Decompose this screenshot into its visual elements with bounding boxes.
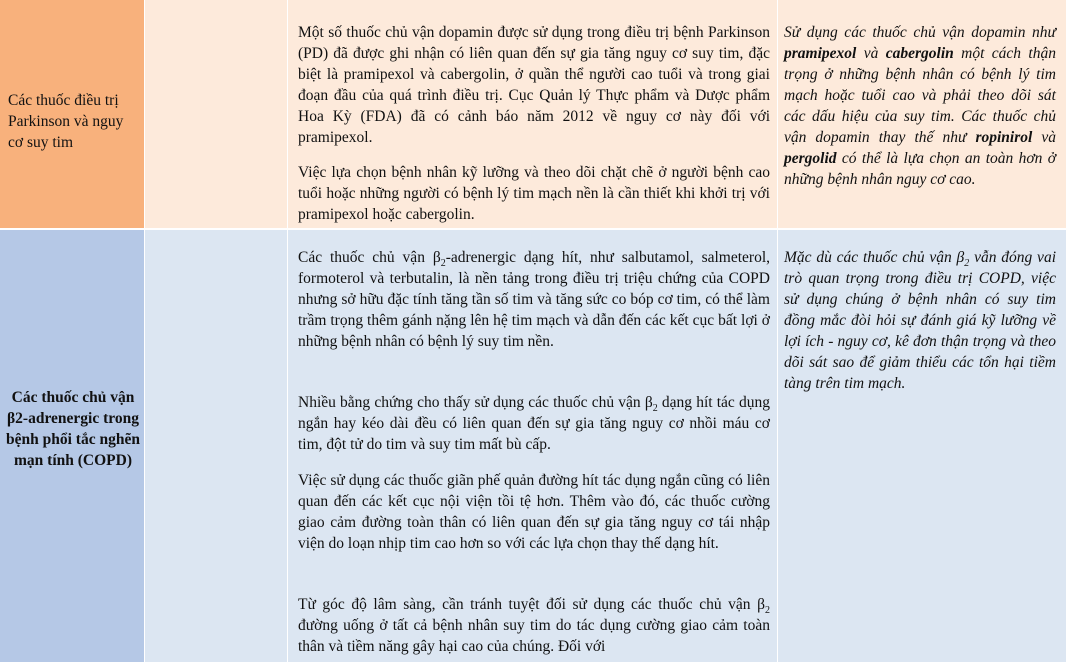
rec-text: và: [856, 45, 886, 62]
recommendation-text-parkinson: [784, 22, 1056, 190]
evidence-paragraph-4: [298, 594, 770, 657]
subscript: 2: [440, 258, 446, 270]
category-label-parkinson: Các thuốc điều trị Parkinson và nguy cơ suy tim: [8, 92, 124, 151]
drug-name-cabergolin: cabergolin: [885, 45, 954, 62]
rec-text: vẫn đóng vai trò quan trọng trong điều trị COPD, việc sử dụng chúng ở bệnh nhân có suy tim đồng mắc đòi hỏi sự đánh giá kỹ lưỡng về lợi ích - nguy cơ, kê đơn thận trọng và theo dõi sát sao để giảm thiểu các tổn hại tiềm tàng trên tim mạch.: [784, 249, 1056, 392]
rec-text: Sử dụng các thuốc chủ vận dopamin như: [784, 24, 1056, 41]
category-cell: [145, 0, 287, 229]
rec-text: một cách thận trọng ở những bệnh nhân có bệnh lý tim mạch hoặc tuổi cao và phải theo dõi sát các dấu hiệu của suy tim. Các thuốc chủ vận dopamin thay thế như: [784, 45, 1056, 146]
drug-name-ropinirol: ropinirol: [975, 129, 1033, 146]
recommendation-text-copd: [784, 247, 1056, 394]
subscript: 2: [964, 258, 970, 270]
para-text: dạng hít tác dụng ngắn hay kéo dài đều có liên quan đến sự gia tăng nguy cơ nhồi máu cơ tim, đột tử do tim và suy tim mất bù cấp.: [298, 394, 770, 453]
para-text: Các thuốc chủ vận β: [298, 249, 441, 266]
row-divider: [0, 228, 1066, 230]
para-text: Từ góc độ lâm sàng, cần tránh tuyệt đối sử dụng các thuốc chủ vận β: [298, 596, 765, 613]
subscript: 2: [652, 403, 658, 415]
evidence-paragraph-2: Việc lựa chọn bệnh nhân kỹ lưỡng và theo dõi chặt chẽ ở người bệnh cao tuổi hoặc những người có bệnh lý tim mạch nền là cần thiết khi khởi trị với pramipexol hoặc cabergolin.: [298, 164, 770, 223]
rec-text: và: [1032, 129, 1056, 146]
drug-name-pramipexol: pramipexol: [784, 45, 857, 62]
evidence-paragraph-1: [298, 247, 770, 352]
drug-name-pergolid: pergolid: [784, 150, 837, 167]
para-text: Nhiều bằng chứng cho thấy sử dụng các thuốc chủ vận β: [298, 394, 653, 411]
evidence-paragraph-1: Một số thuốc chủ vận dopamin được sử dụng trong điều trị bệnh Parkinson (PD) đã được ghi nhận có liên quan đến sự gia tăng nguy cơ suy tim, đặc biệt là pramipexol và cabergolin, ở quần thể người cao tuổi và trong giai đoạn đầu của quá trình điều trị. Cục Quản lý Thực phẩm và Dược phẩm Hoa Kỳ (FDA) đã có cảnh báo năm 2012 về nguy cơ này đối với pramipexol.: [298, 24, 770, 146]
group-label-beta2-copd: Các thuốc chủ vận β2-adrenergic trong bệnh phổi tắc nghẽn mạn tính (COPD): [6, 389, 140, 469]
para-text: đường uống ở tất cả bệnh nhân suy tim do tác dụng cường giao cảm toàn thân và tiềm năng gây hại cao của chúng. Đối với: [298, 617, 770, 655]
evidence-paragraph-3: Việc sử dụng các thuốc giãn phế quản đường hít tác dụng ngắn cũng có liên quan đến các kết cục nội viện tồi tệ hơn. Thêm vào đó, các thuốc cường giao cảm đường toàn thân có liên quan đến sự gia tăng nguy cơ tái nhập viện do loạn nhịp tim cao hơn so với các lựa chọn thay thế dạng hít.: [298, 472, 770, 552]
evidence-paragraph-2: [298, 392, 770, 455]
rec-text: Mặc dù các thuốc chủ vận β: [784, 249, 965, 266]
rec-text: có thể là lựa chọn an toàn hơn ở những bệnh nhân nguy cơ cao.: [784, 150, 1056, 188]
para-text: -adrenergic dạng hít, như salbutamol, salmeterol, formoterol và terbutalin, là nền tảng trong điều trị triệu chứng của COPD nhưng sở hữu đặc tính tăng tần số tim và tăng sức co bóp cơ tim, có thể làm trầm trọng thêm gánh nặng lên hệ tim mạch và dẫn đến các kết cục bất lợi ở những bệnh nhân có bệnh lý suy tim nền.: [298, 249, 771, 350]
subscript: 2: [765, 605, 770, 617]
category-cell: [145, 229, 287, 662]
